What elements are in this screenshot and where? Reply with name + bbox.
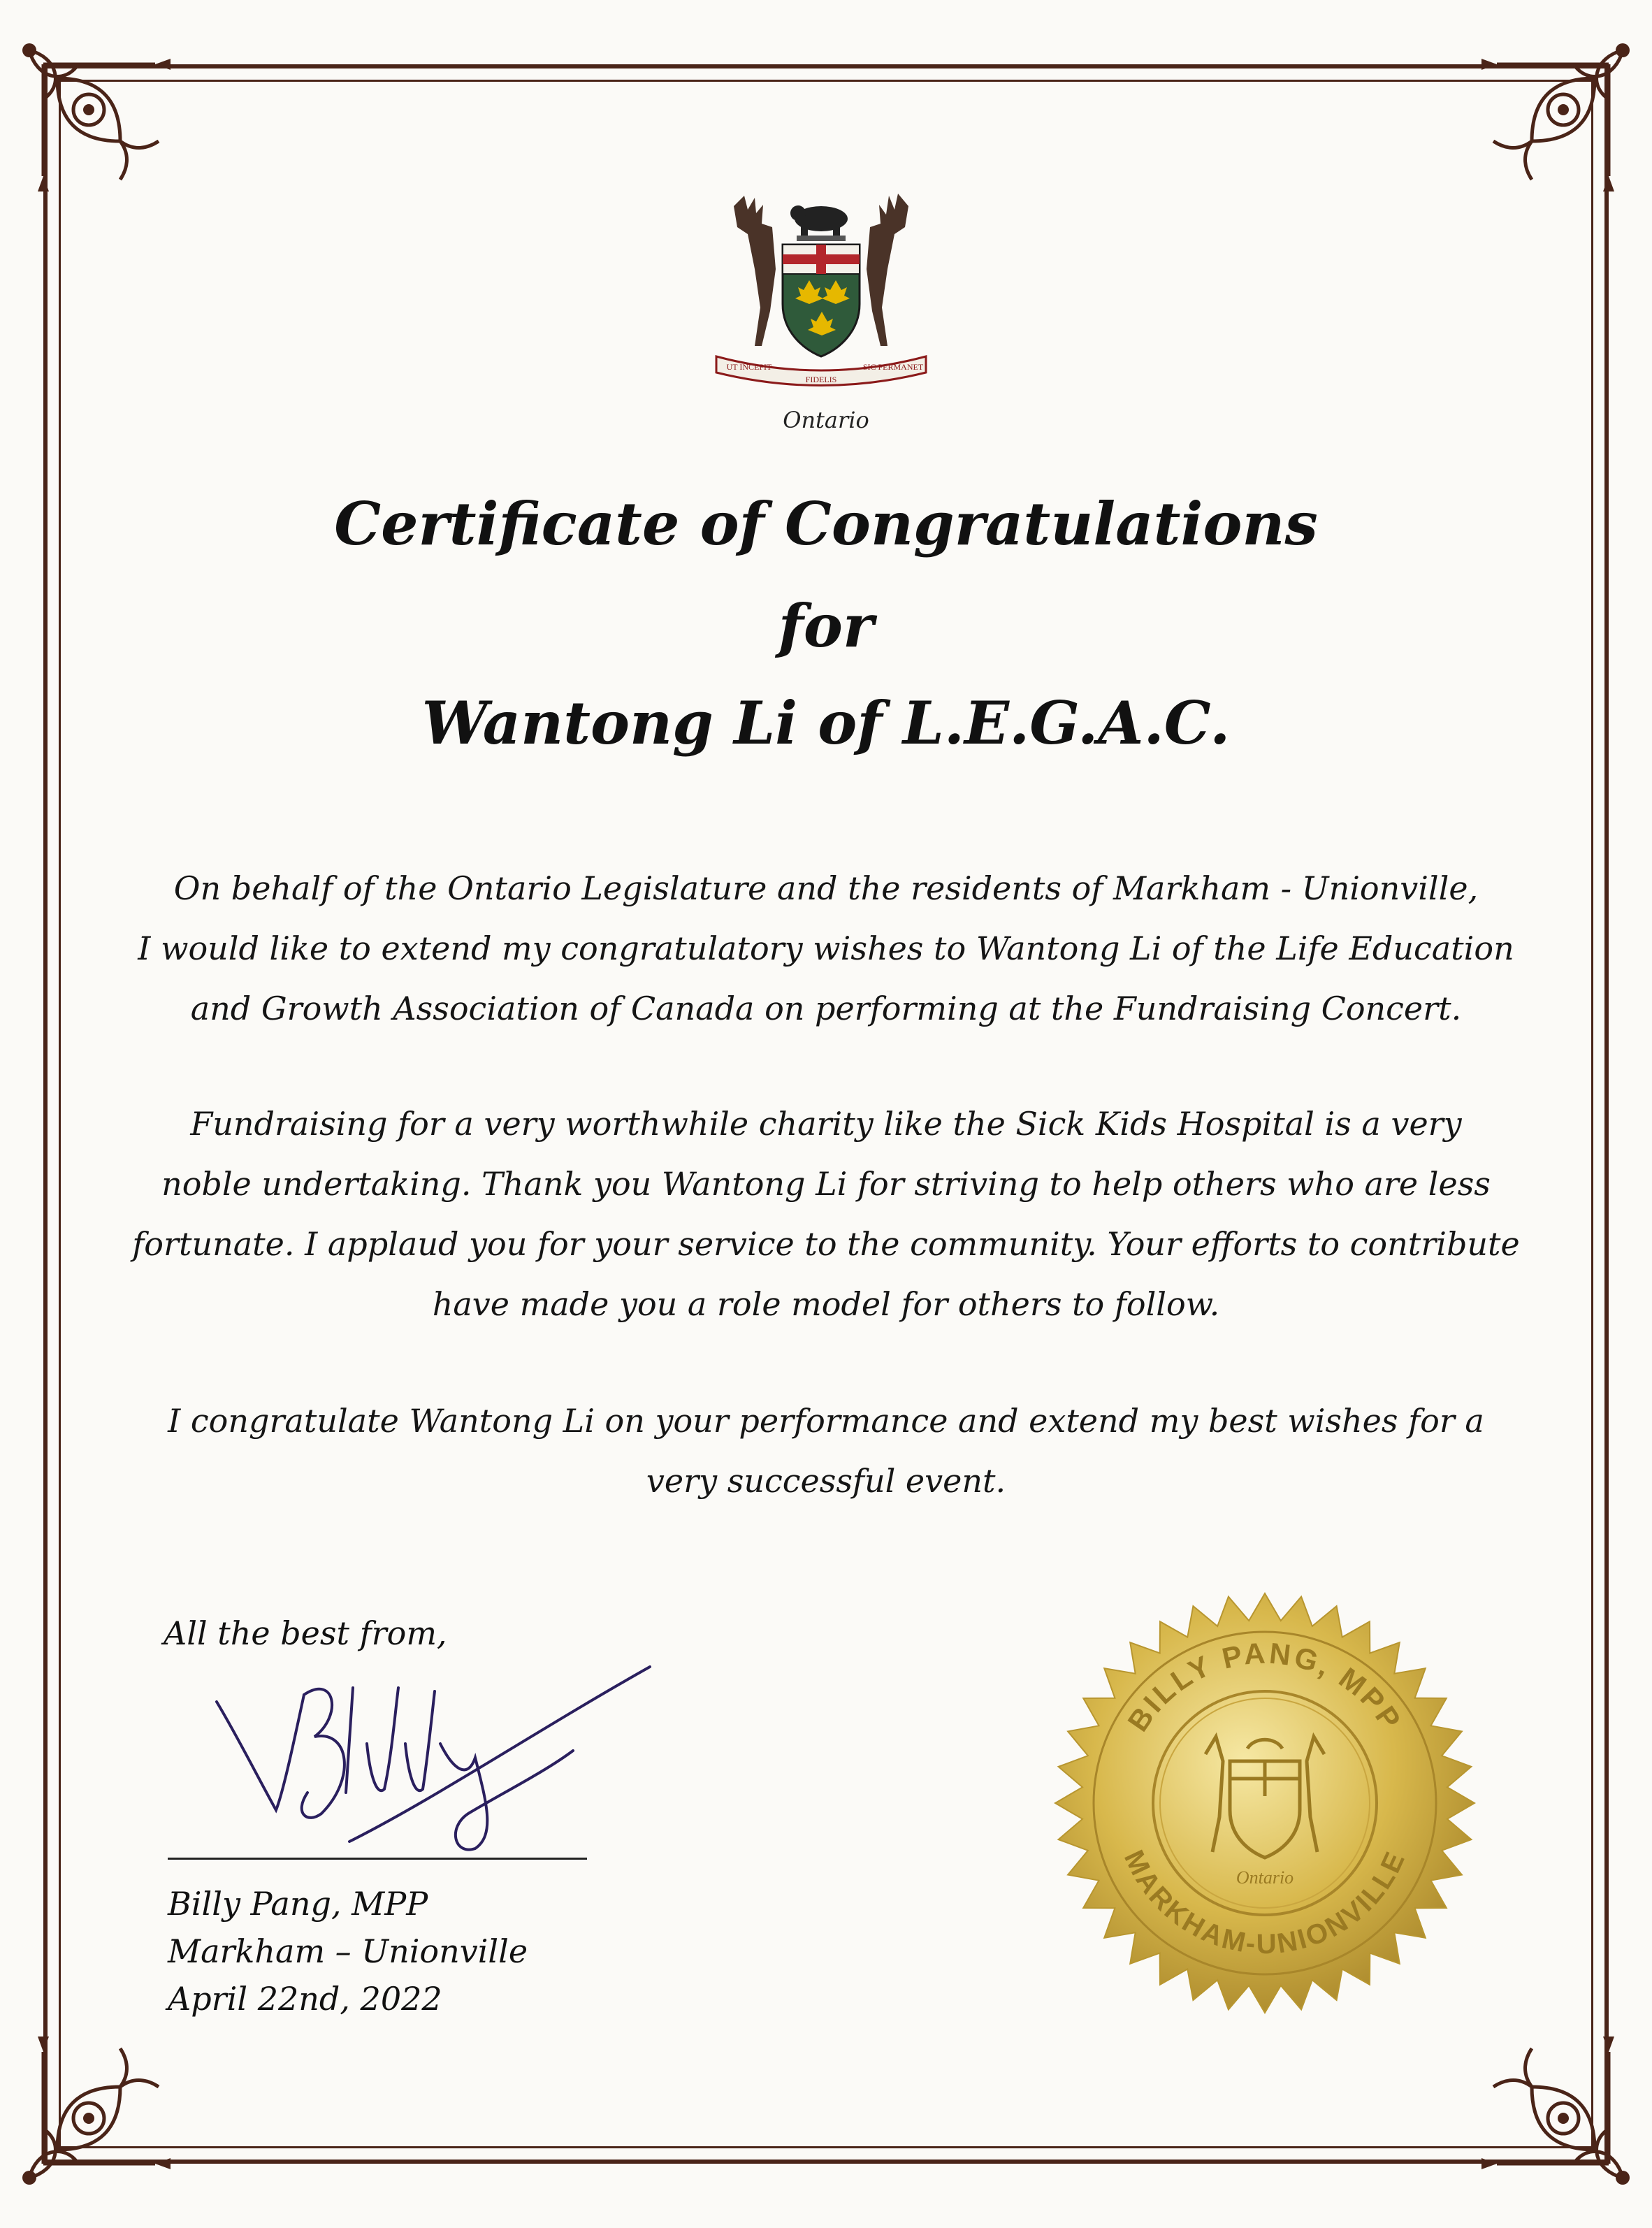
paragraph-line: fortunate. I applaud you for your service to the community. Your efforts to contribute [132, 1225, 1520, 1263]
paragraph-line: On behalf of the Ontario Legislature and the residents of Markham - Unionville, [173, 869, 1479, 907]
paragraph-line: and Growth Association of Canada on performing at the Fundraising Concert. [190, 990, 1462, 1027]
crest-motto-left: UT INCEPIT [726, 362, 772, 372]
seal-bottom-text: MARKHAM-UNIONVILLE [1117, 1845, 1412, 1960]
certificate-title: Certificate of Congratulations [334, 489, 1318, 558]
crest-label: Ontario [783, 407, 869, 433]
corner-ornament-icon [15, 2031, 176, 2192]
corner-ornament-icon [1476, 2031, 1637, 2192]
certificate-title-for: for [778, 591, 874, 660]
body-paragraph [105, 858, 1547, 1039]
paragraph-line: I congratulate Wantong Li on your performance and extend my best wishes for a [168, 1402, 1484, 1440]
corner-ornament-icon [15, 36, 176, 197]
recipient-name: Wantong Li of L.E.G.A.C. [421, 688, 1231, 758]
corner-ornament-icon [1476, 36, 1637, 197]
paragraph-line: very successful event. [646, 1462, 1006, 1500]
paragraph-line: have made you a role model for others to follow. [432, 1285, 1220, 1323]
gold-seal-icon [1048, 1586, 1481, 2020]
signature-date: April 22nd, 2022 [168, 1980, 442, 2018]
signatory-riding: Markham – Unionville [168, 1932, 528, 1970]
closing-text: All the best from, [164, 1614, 447, 1652]
body-paragraph [105, 1391, 1547, 1511]
body-paragraph [105, 1094, 1547, 1334]
signatory-name: Billy Pang, MPP [168, 1885, 428, 1923]
signatory-block [168, 1880, 528, 2023]
seal-top-text: BILLY PANG, MPP [1121, 1636, 1409, 1737]
paragraph-line: noble undertaking. Thank you Wantong Li for striving to help others who are less [161, 1165, 1491, 1203]
crest-motto-center: FIDELIS [805, 375, 837, 384]
paragraph-line: I would like to extend my congratulatory wishes to Wantong Li of the Life Education [138, 929, 1514, 967]
ontario-coat-of-arms-icon [706, 185, 936, 395]
handwritten-signature [210, 1639, 741, 1869]
paragraph-line: Fundraising for a very worthwhile charity like the Sick Kids Hospital is a very [190, 1105, 1462, 1143]
signature-line [168, 1858, 587, 1860]
seal-center-text: Ontario [1236, 1867, 1294, 1888]
crest-motto-right: SIC PERMANET [862, 362, 924, 372]
